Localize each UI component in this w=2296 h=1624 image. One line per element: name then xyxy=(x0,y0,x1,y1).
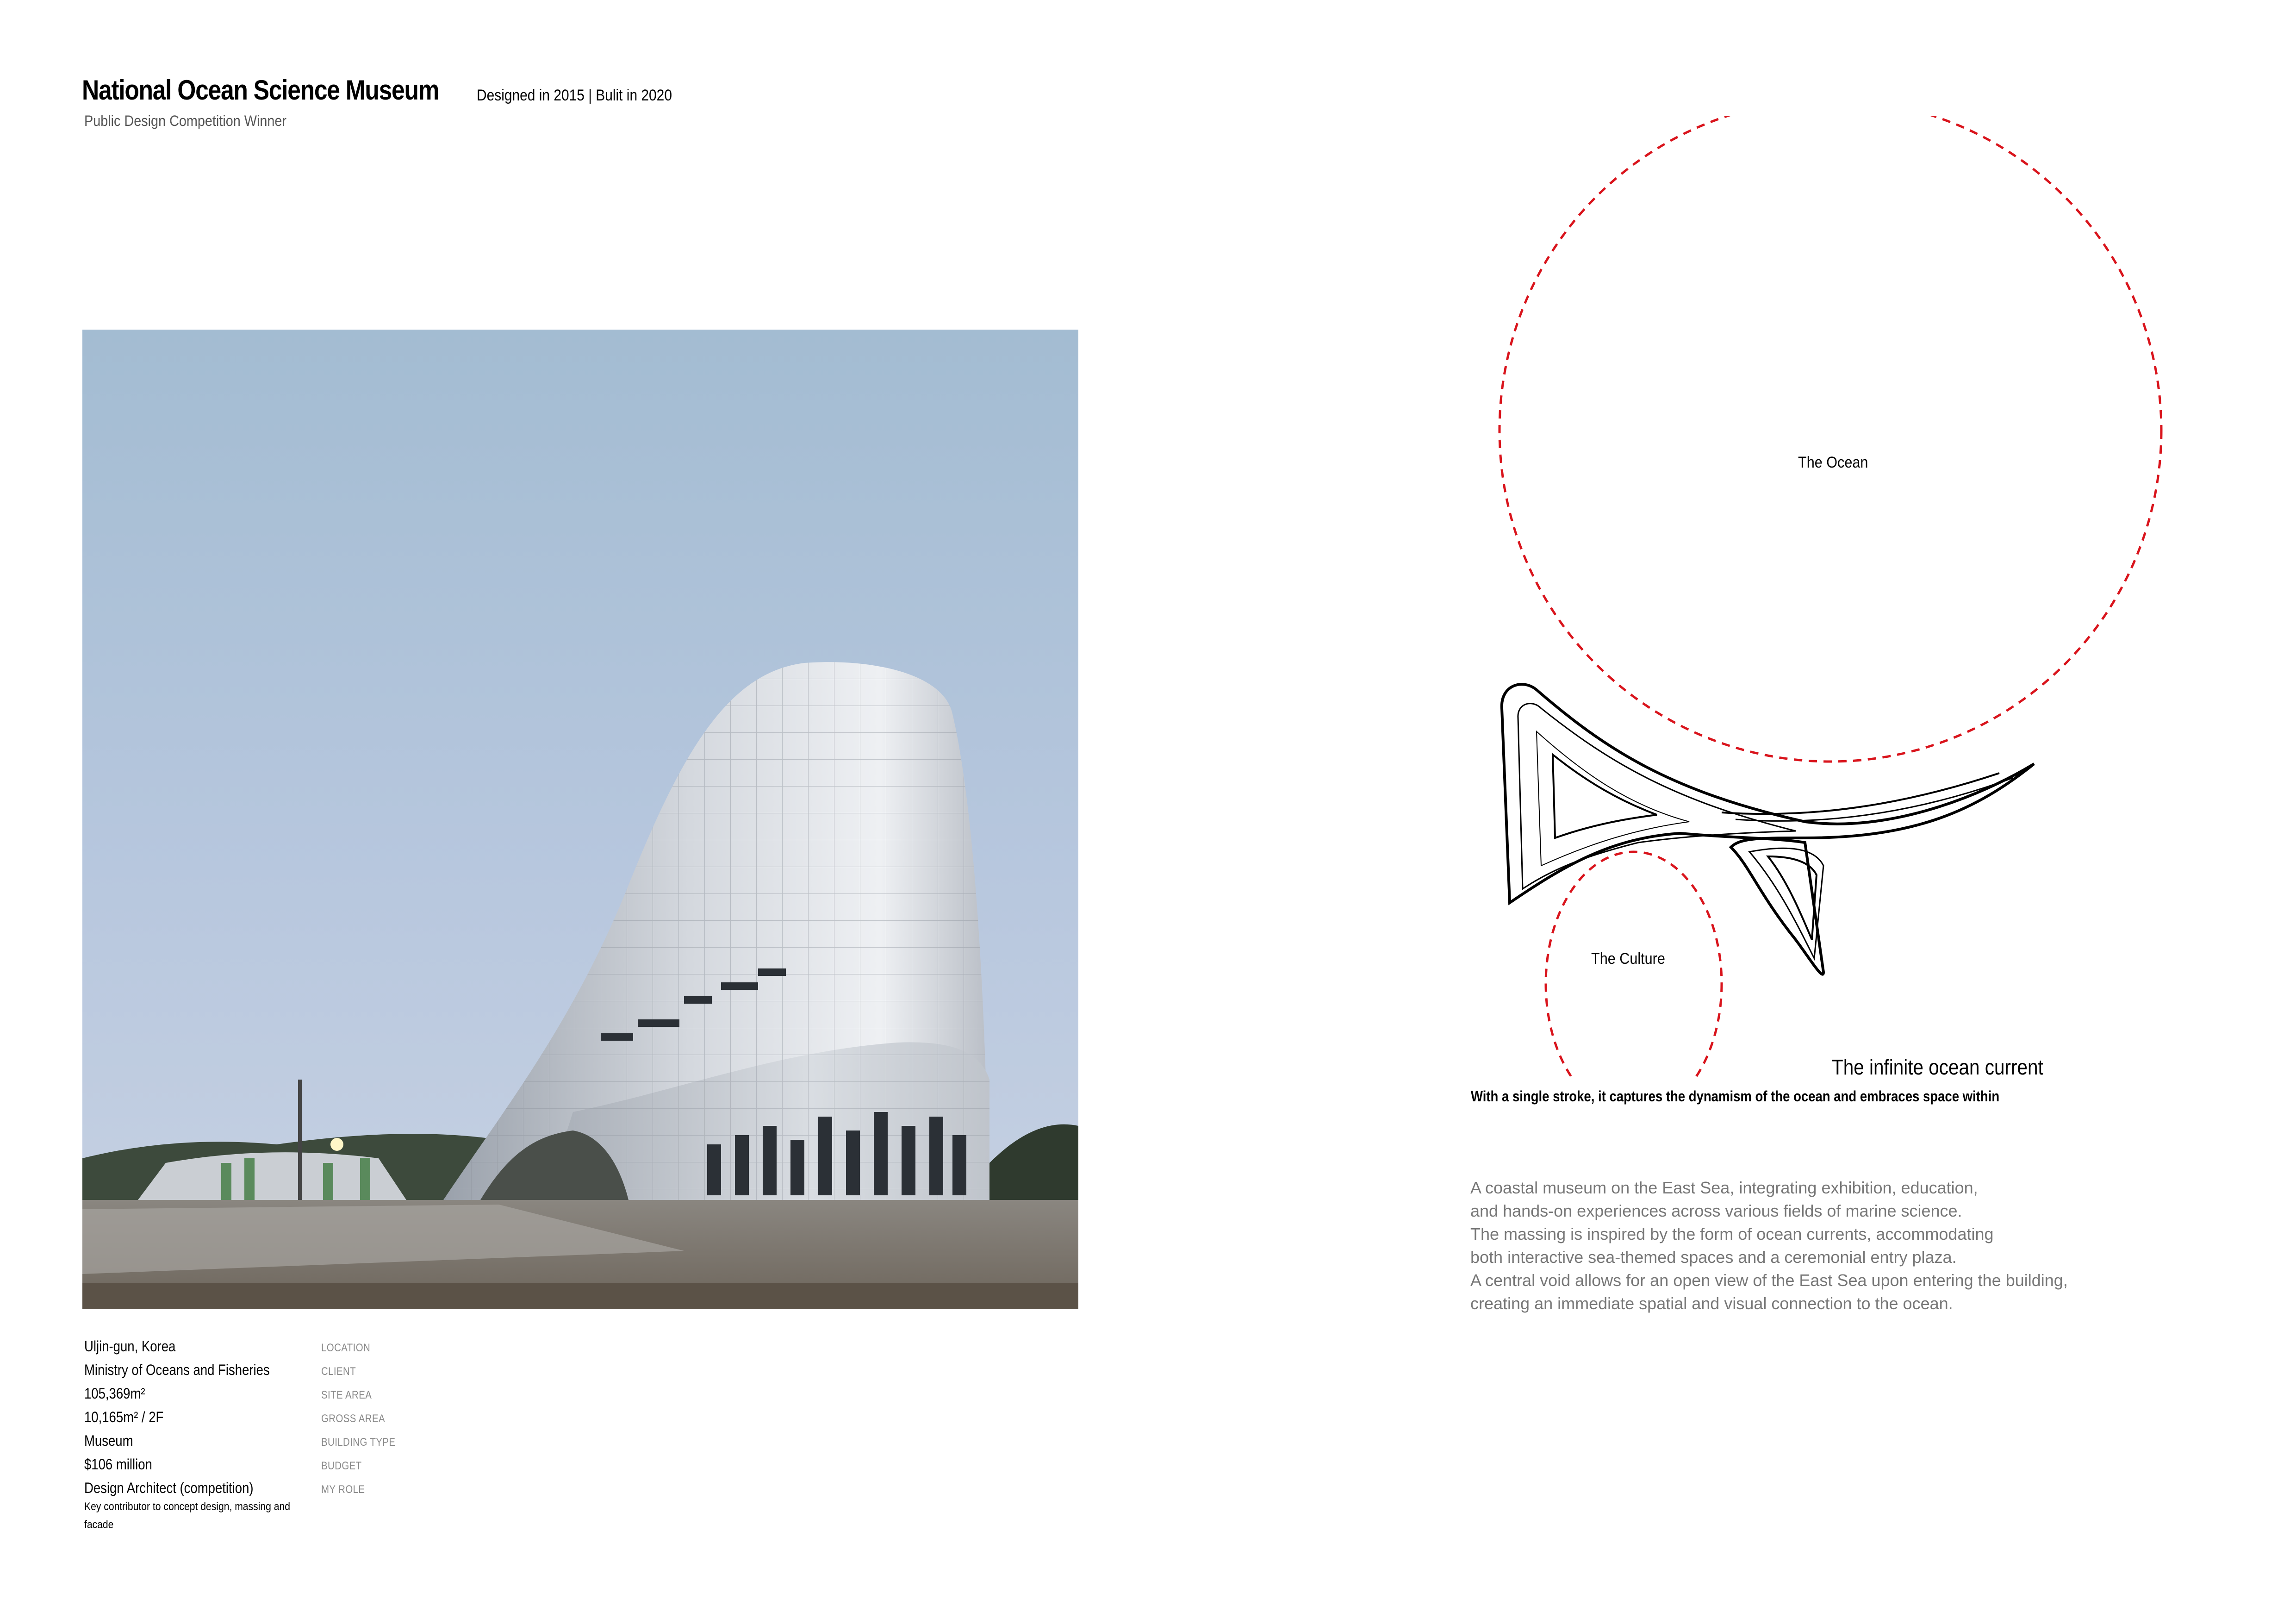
info-value: $106 million xyxy=(84,1456,152,1473)
description-line: The massing is inspired by the form of ocean currents, accommodating xyxy=(1470,1224,1994,1243)
description-line: A central void allows for an open view of the East Sea upon entering the building, xyxy=(1470,1271,2068,1290)
info-row-location xyxy=(84,1338,482,1362)
info-key: SITE AREA xyxy=(321,1389,372,1401)
concept-heading: The infinite ocean current xyxy=(1832,1055,2043,1079)
concept-diagram xyxy=(1472,116,2166,1081)
project-dates: Designed in 2015 | Bulit in 2020 xyxy=(477,87,672,104)
project-info xyxy=(84,1338,482,1503)
description-line: both interactive sea-themed spaces and a ceremonial entry plaza. xyxy=(1470,1248,1957,1267)
page-title: National Ocean Science Museum xyxy=(82,75,439,106)
description-line: creating an immediate spatial and visual connection to the ocean. xyxy=(1470,1294,1953,1313)
page-subtitle: Public Design Competition Winner xyxy=(84,112,286,129)
ocean-circle xyxy=(1500,116,2161,762)
description-line: A coastal museum on the East Sea, integrating exhibition, education, xyxy=(1470,1178,1978,1197)
info-key: GROSS AREA xyxy=(321,1412,386,1425)
culture-label: The Culture xyxy=(1591,950,1665,968)
concept-diagram-drawing xyxy=(1472,116,2166,1079)
info-key: BUILDING TYPE xyxy=(321,1436,396,1449)
info-value: Ministry of Oceans and Fisheries xyxy=(84,1362,270,1378)
info-key: MY ROLE xyxy=(321,1483,365,1496)
info-row-client xyxy=(84,1362,482,1385)
info-value: Museum xyxy=(84,1432,133,1449)
building-photo-illustration xyxy=(82,330,1078,1309)
project-description xyxy=(1470,1176,2068,1315)
info-value: 105,369m² xyxy=(84,1385,145,1402)
role-note: Key contributor to concept design, massing and facade xyxy=(84,1500,290,1531)
info-value: 10,165m² / 2F xyxy=(84,1409,164,1425)
building-photo xyxy=(82,330,1078,1309)
ocean-label: The Ocean xyxy=(1798,454,1868,471)
building-plan xyxy=(1502,684,2034,974)
info-value: Design Architect (competition) xyxy=(84,1480,254,1496)
info-row-gross-area xyxy=(84,1409,482,1432)
info-value: Uljin-gun, Korea xyxy=(84,1338,176,1355)
info-row-budget xyxy=(84,1456,482,1480)
info-key: CLIENT xyxy=(321,1365,356,1378)
info-key: LOCATION xyxy=(321,1342,371,1354)
info-key: BUDGET xyxy=(321,1460,362,1472)
description-line: and hands-on experiences across various fields of marine science. xyxy=(1470,1201,1962,1220)
concept-tagline: With a single stroke, it captures the dynamism of the ocean and embraces space within xyxy=(1471,1088,2000,1105)
info-row-building-type xyxy=(84,1432,482,1456)
info-row-site-area xyxy=(84,1385,482,1409)
